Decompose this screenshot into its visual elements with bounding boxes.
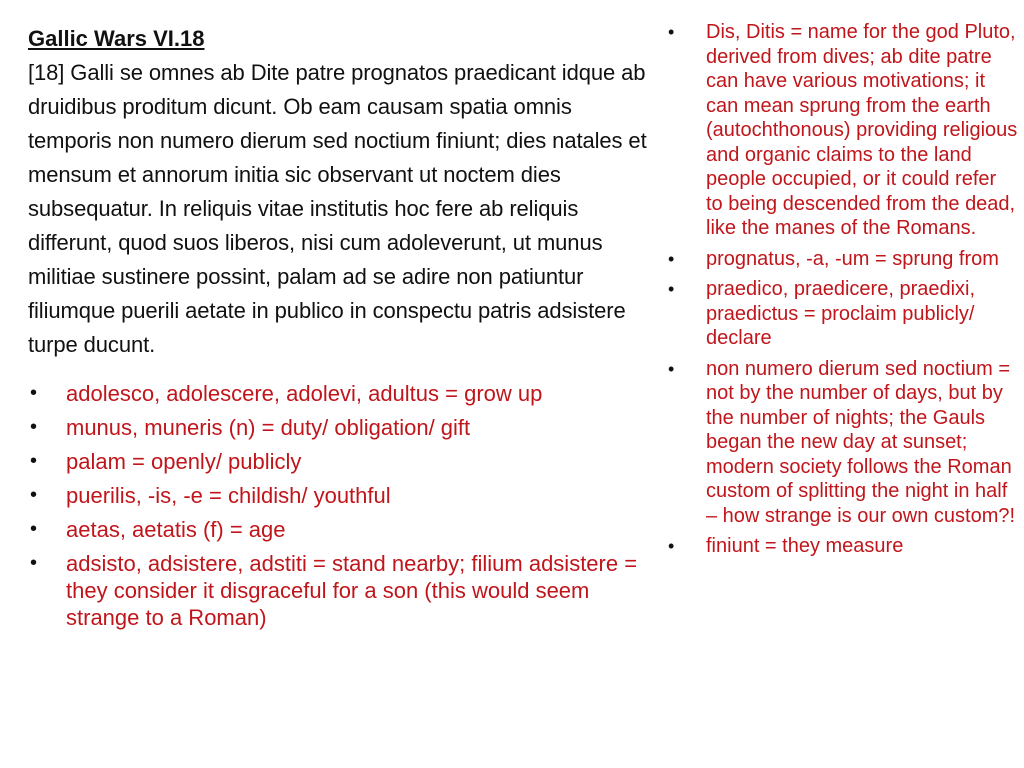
list-item bbox=[28, 516, 660, 543]
list-item bbox=[668, 534, 1018, 559]
vocab-entry: adolesco, adolescere, adolevi, adultus = grow up bbox=[66, 381, 543, 406]
list-item bbox=[668, 277, 1018, 351]
bullet-icon: • bbox=[30, 552, 38, 574]
page-title: Gallic Wars VI.18 bbox=[28, 26, 205, 51]
vocab-entry: praedico, praedicere, praedixi, praedictus = proclaim publicly/ declare bbox=[706, 278, 976, 349]
bullet-icon: • bbox=[30, 382, 38, 404]
list-item bbox=[668, 247, 1018, 272]
vocab-entry: palam = openly/ publicly bbox=[66, 449, 302, 474]
list-item bbox=[28, 482, 660, 509]
vocab-entry: Dis, Ditis = name for the god Pluto, derived from dives; ab dite patre can have various motivations; it can mean sprung from the earth (autochthonous) providing religious and organic claims to the land people occupied, or it could refer to being descended from the dead, like the manes of the Romans. bbox=[706, 21, 1018, 239]
bullet-icon: • bbox=[668, 248, 675, 269]
vocab-list-right bbox=[668, 20, 1018, 559]
vocab-entry: non numero dierum sed noctium = not by the number of days, but by the number of nights; the Gauls began the new day at sunset; modern society follows the Roman custom of splitting the night in half – how strange is our own custom?! bbox=[706, 357, 1016, 527]
list-item bbox=[668, 20, 1018, 241]
bullet-icon: • bbox=[668, 536, 675, 556]
vocab-entry: aetas, aetatis (f) = age bbox=[66, 517, 286, 542]
vocab-entry: prognatus, -a, -um = sprung from bbox=[706, 247, 999, 270]
bullet-icon: • bbox=[668, 279, 675, 299]
bullet-icon: • bbox=[30, 518, 38, 540]
vocab-list-left bbox=[28, 380, 660, 631]
notes-column bbox=[668, 20, 1018, 565]
list-item bbox=[668, 357, 1018, 529]
bullet-icon: • bbox=[668, 22, 675, 42]
bullet-icon: • bbox=[30, 450, 38, 472]
list-item bbox=[28, 380, 660, 407]
vocab-entry: finiunt = they measure bbox=[706, 535, 904, 557]
vocab-entry: puerilis, -is, -e = childish/ youthful bbox=[66, 483, 391, 508]
latin-passage: [18] Galli se omnes ab Dite patre prognatos praedicant idque ab druidibus proditum dicunt. Ob eam causam spatia omnis temporis non numero dierum sed noctium finiunt; dies natales et mensum et annorum initia sic observant ut noctem dies subsequatur. In reliquis vitae institutis hoc fere ab reliquis differunt, quod suos liberos, nisi cum adoleverunt, ut munus militiae sustinere possint, palam ad se adire non patiuntur filiumque puerili aetate in publico in conspectu patris adsistere turpe ducunt. bbox=[28, 60, 647, 357]
bullet-icon: • bbox=[30, 484, 38, 506]
bullet-icon: • bbox=[668, 358, 675, 379]
bullet-icon: • bbox=[30, 416, 38, 438]
list-item bbox=[28, 414, 660, 441]
vocab-entry: munus, muneris (n) = duty/ obligation/ gift bbox=[66, 415, 471, 440]
list-item bbox=[28, 448, 660, 475]
vocab-entry: adsisto, adsistere, adstiti = stand nearby; filium adsistere = they consider it disgraceful for a son (this would seem strange to a Roman) bbox=[66, 551, 638, 630]
list-item bbox=[28, 550, 660, 631]
passage-column bbox=[28, 24, 660, 638]
